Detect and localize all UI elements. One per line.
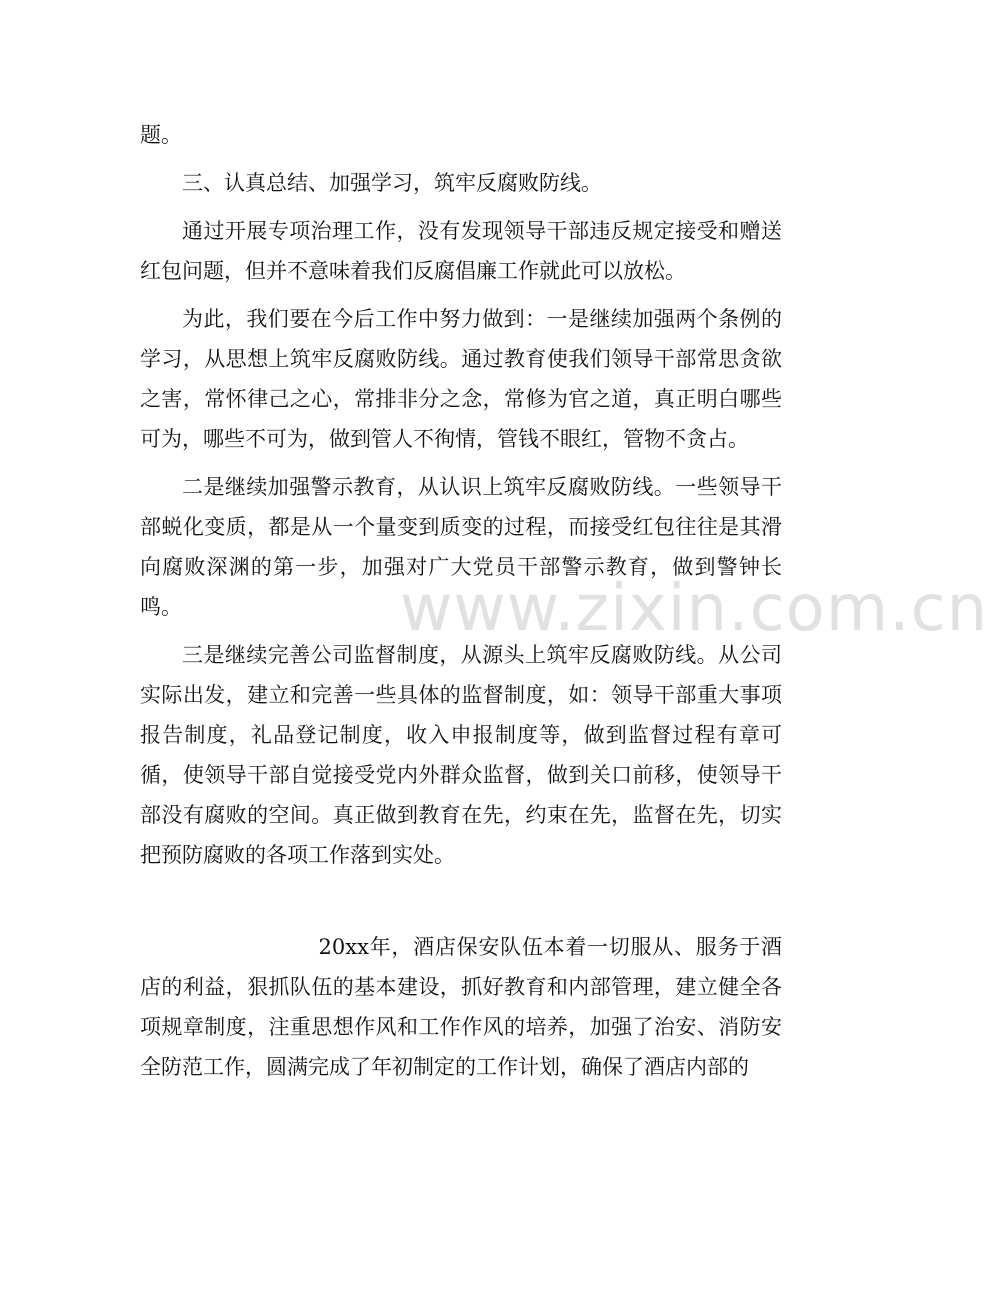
paragraph: 三是继续完善公司监督制度，从源头上筑牢反腐败防线。从公司实际出发，建立和完善一些具体的监督制度，如：领导干部重大事项报告制度，礼品登记制度，收入申报制度等，做到监督过程有章可循，使领导干部自觉接受党内外群众监督，做到关口前移，使领导干部没有腐败的空间。真正做到教育在先，约束在先，监督在先，切实把预防腐败的各项工作落到实处。	[140, 643, 782, 867]
paragraph-continuation: 题。	[140, 123, 182, 147]
document-body	[140, 115, 782, 1095]
paragraph: 通过开展专项治理工作，没有发现领导干部违反规定接受和赠送红包问题，但并不意味着我们反腐倡廉工作就此可以放松。	[140, 219, 782, 283]
paragraph: 为此，我们要在今后工作中努力做到：一是继续加强两个条例的学习，从思想上筑牢反腐败防线。通过教育使我们领导干部常思贪欲之害，常怀律己之心，常排非分之念，常修为官之道，真正明白哪些可为，哪些不可为，做到管人不徇情，管钱不眼红，管物不贪占。	[140, 307, 782, 451]
paragraph: 二是继续加强警示教育，从认识上筑牢反腐败防线。一些领导干部蜕化变质，都是从一个量变到质变的过程，而接受红包往往是其滑向腐败深渊的第一步，加强对广大党员干部警示教育，做到警钟长鸣。	[140, 475, 782, 619]
paragraph: 20xx年，酒店保安队伍本着一切服从、服务于酒店的利益，狠抓队伍的基本建设，抓好教育和内部管理，建立健全各项规章制度，注重思想作风和工作作风的培养，加强了治安、消防安全防范工作，圆满完成了年初制定的工作计划，确保了酒店内部的	[140, 935, 782, 1079]
section-heading: 三、认真总结、加强学习，筑牢反腐败防线。	[182, 171, 602, 195]
watermark: www.zixin.com.cn	[400, 572, 988, 646]
